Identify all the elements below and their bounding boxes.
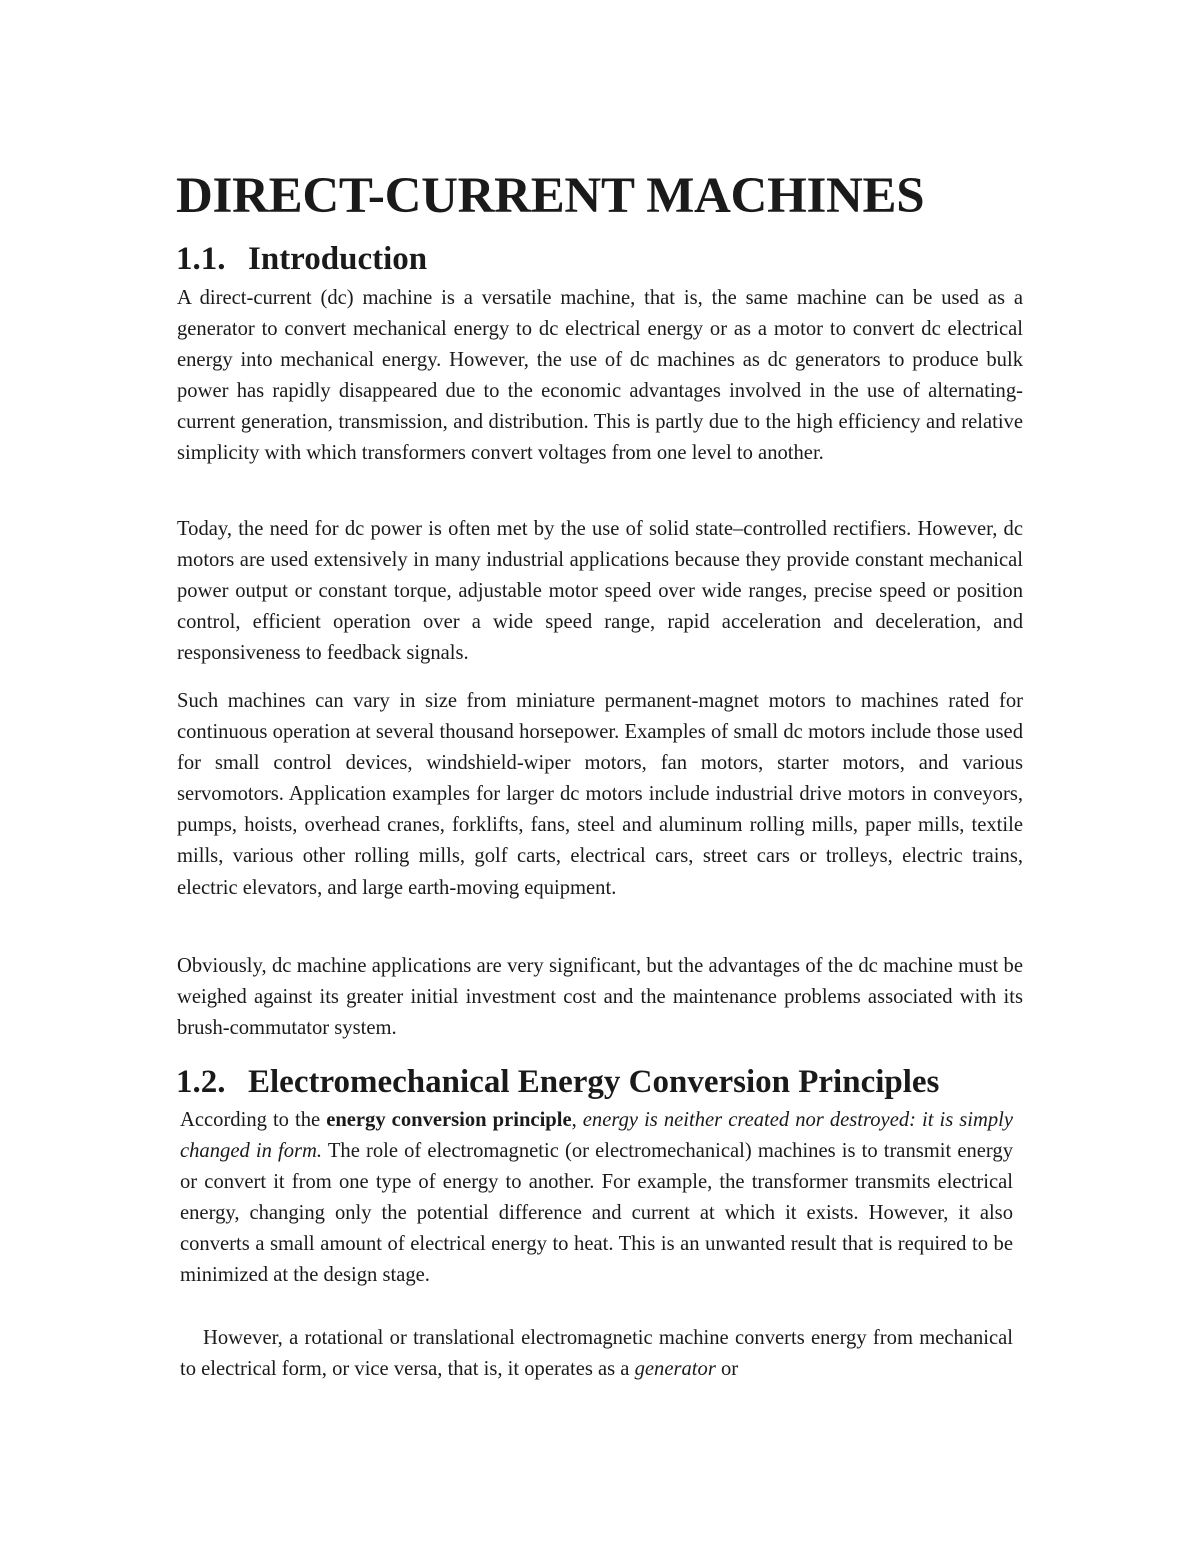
- paragraph: Obviously, dc machine applications are very significant, but the advantages of the dc machine must be weighed against its greater initial investment cost and the maintenance problems associated with its brush-commutator system.: [177, 955, 1023, 1040]
- italic-term: generator: [634, 1358, 716, 1380]
- paragraph-lead: According to the: [180, 1109, 321, 1131]
- paragraph: Today, the need for dc power is often met by the use of solid state–controlled rectifiers. However, dc motors are used extensively in many industrial applications because they provide constant mechanical power output or constant torque, adjustable motor speed over wide ranges, precise speed or position control, efficient operation over a wide speed range, rapid acceleration and deceleration, and responsiveness to feedback signals.: [177, 518, 1023, 665]
- section-number: 1.1.: [176, 241, 226, 277]
- paragraph: A direct-current (dc) machine is a versatile machine, that is, the same machine can be used as a generator to convert mechanical energy to dc electrical energy or as a motor to convert dc electrical energy into mechanical energy. However, the use of dc machines as dc generators to produce bulk power has rapidly disappeared due to the economic advantages involved in the use of alternating-current generation, transmission, and distribution. This is partly due to the high efficiency and relative simplicity with which transformers convert voltages from one level to another.: [177, 287, 1023, 465]
- document-title: DIRECT-CURRENT MACHINES: [176, 168, 925, 224]
- section-title: Introduction: [248, 241, 428, 277]
- paragraph: [180, 1323, 1013, 1385]
- section-title: Electromechanical Energy Conversion Principles: [248, 1064, 940, 1100]
- bold-term: energy conversion principle: [326, 1109, 572, 1131]
- section-number: 1.2.: [176, 1064, 226, 1100]
- paragraph-text: However, a rotational or translational electromagnetic machine converts energy from mechanical to electrical form, or vice versa, that is, it operates as a: [180, 1327, 1013, 1380]
- paragraph: [180, 1105, 1013, 1291]
- paragraph-end: or: [720, 1358, 739, 1380]
- section-heading-energy-conversion: [176, 1060, 939, 1104]
- paragraph: Such machines can vary in size from miniature permanent-magnet motors to machines rated for continuous operation at several thousand horsepower. Examples of small dc motors include those used for small control devices, windshield-wiper motors, fan motors, starter motors, and various servomotors. Application examples for larger dc motors include industrial drive motors in conveyors, pumps, hoists, overhead cranes, forklifts, fans, steel and aluminum rolling mills, paper mills, textile mills, various other rolling mills, golf carts, electrical cars, street cars or trolleys, electric trains, electric elevators, and large earth-moving equipment.: [177, 690, 1023, 899]
- comma: ,: [571, 1109, 577, 1131]
- paragraph-rest: The role of electromagnetic (or electromechanical) machines is to transmit energy or convert it from one type of energy to another. For example, the transformer transmits electrical energy, changing only the potential difference and current at which it exists. However, it also converts a small amount of electrical energy to heat. This is an unwanted result that is required to be minimized at the design stage.: [180, 1140, 1013, 1286]
- section-heading-introduction: [176, 238, 427, 280]
- italic-statement: energy is neither created nor destroyed: it is simply changed in form.: [180, 1109, 1014, 1162]
